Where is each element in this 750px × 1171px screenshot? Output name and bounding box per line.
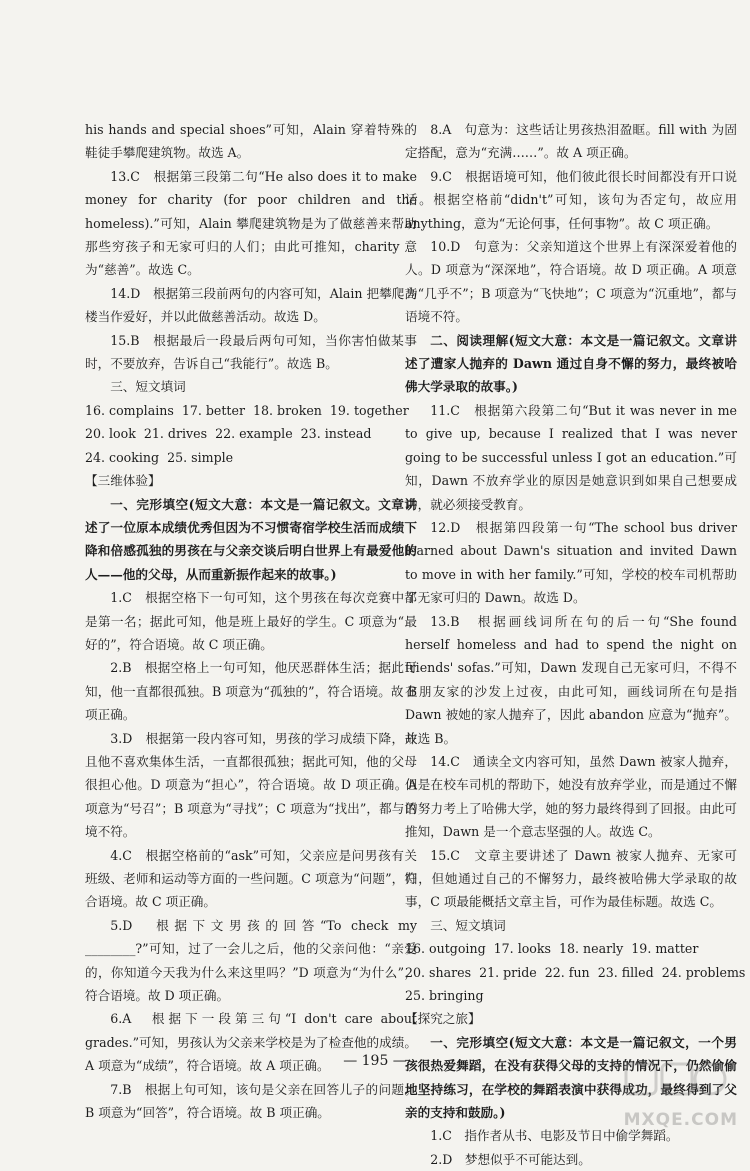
word-answer: 16. complains [85,402,174,418]
word-fill-answers [405,937,746,1007]
word-answer: 16. outgoing [405,941,486,957]
word-answer: 25. simple [167,449,234,465]
section-bracket-title: 【探究之旅】 [405,1011,481,1027]
word-row-1 [85,399,417,422]
word-answer: 19. together [329,402,409,418]
answer-5: 5.D 根据下文男孩的回答“To check my ________?”可知，过了一会儿之后，他的父亲问他：“亲爱的，你知道今天我为什么来这里吗？”D 项意为“为什么”，符合语境。故 D 项正确。 [85,917,417,1004]
word-answer: 25. bringing [405,988,484,1004]
word-answer: 24. cooking [85,449,160,465]
watermark-icon [622,1058,732,1108]
word-answer: 24. problems [661,964,746,980]
answer-8: 8.A 句意为：这些话让男孩热泪盈眶。fill with 为固定搭配，意为“充满……”。故 A 项正确。 [405,122,737,161]
word-answer: 17. better [181,402,245,418]
word-answer: 23. filled [597,964,654,980]
watermark-text: MXQE.COM [623,1110,738,1130]
passage-summary-reading: 二、阅读理解(短文大意：本文是一篇记叙文。文章讲述了遭家人抛弃的 Dawn 通过自身不懈的努力，最终被哈佛大学录取的故事。) [405,332,737,395]
answer-14: 14.D 根据第三段前两句的内容可知，Alain 把攀爬高楼当作爱好，并以此做慈善活动。故选 D。 [85,285,417,325]
answer-7: 7.B 根据上句可知，该句是父亲在回答儿子的问题。B 项意为“回答”，符合语境。故 B 项正确。 [85,1081,417,1121]
word-answer: 21. pride [479,964,537,980]
word-row-1 [405,937,737,960]
word-row-2 [405,961,746,984]
answer-11: 11.C 根据第六段第二句“But it was never in me to give up, because I realized that I was never going to be successful unless I got an education.”可知，Dawn 不放弃学业的原因是她意识到如果自己想要成功，就必须接受教育。 [405,402,737,512]
answer-1-cloze: 1.C 指作者从书、电影及节日中偷学舞蹈。 [430,1128,679,1144]
word-answer: 20. shares [405,964,472,980]
word-row-3 [405,984,737,1007]
word-fill-answers [85,399,417,469]
left-column [85,118,417,1124]
word-answer: 19. matter [631,941,699,957]
answer-2: 2.B 根据空格上一句可知，他厌恶群体生活；据此可知，他一直都很孤独。B 项意为“孤独的”，符合语境。故 B 项正确。 [85,660,417,723]
answer-14-reading: 14.C 通读全文内容可知，虽然 Dawn 被家人抛弃，但是在校车司机的帮助下，她没有放弃学业，而是通过不懈的努力考上了哈佛大学，她的努力最终得到了回报。由此可推知，Dawn 是一个意志坚强的人。故选 C。 [405,753,737,840]
answer-13: 13.C 根据第三段第二句“He also does it to make money for charity (for poor children and the homeless).”可知，Alain 攀爬建筑物是为了做慈善来帮助那些穷孩子和无家可归的人们；由此可推知，charity 意为“慈善”。故选 C。 [85,168,417,278]
answer-4: 4.C 根据空格前的“ask”可知，父亲应是问男孩有关班级、老师和运动等方面的一些问题。C 项意为“问题”，符合语境。故 C 项正确。 [85,847,417,910]
watermark-logo [590,1058,738,1132]
right-column [405,118,746,1171]
word-answer: 22. fun [544,964,590,980]
word-answer: 22. example [215,426,293,442]
word-answer: 18. broken [253,402,322,418]
word-answer: 20. look [85,426,136,442]
word-answer: 23. instead [300,426,372,442]
answer-6: 6.A 根据下一段第三句“I don't care about grades.”可知，男孩认为父亲来学校是为了检查他的成绩。A 项意为“成绩”，符合语境。故 A 项正确。 [85,1011,417,1074]
answer-15-reading: 15.C 文章主要讲述了 Dawn 被家人抛弃、无家可归，但她通过自己的不懈努力，最终被哈佛大学录取的故事，C 项最能概括文章主旨，可作为最佳标题。故选 C。 [405,847,737,910]
passage-summary: 一、完形填空(短文大意：本文是一篇记叙文。文章讲述了一位原本成绩优秀但因为不习惯寄宿学校生活而成绩下降和倍感孤独的男孩在与父亲交谈后明白世界上有最爱他的人——他的父母，从而重新振作起来的故事。) [85,496,417,582]
answer-10: 10.D 句意为：父亲知道这个世界上有深深爱着他的人。D 项意为“深深地”，符合语境。故 D 项正确。A 项意为“几乎不”；B 项意为“飞快地”；C 项意为“沉重地”，都与语境不符。 [405,239,737,325]
answer-15: 15.B 根据最后一段最后两句可知，当你害怕做某事时，不要放弃，告诉自己“我能行”。故选 B。 [85,332,417,372]
answer-3: 3.D 根据第一段内容可知，男孩的学习成绩下降，并且他不喜欢集体生活，一直都很孤独；据此可知，他的父母很担心他。D 项意为“担心”，符合语境。故 D 项正确。A 项意为“号召”；B 项意为“寻找”；C 项意为“找出”，都与语境不符。 [85,730,417,840]
passage-summary-cloze: 一、完形填空(短文大意：本文是一篇记叙文，一个男孩很热爱舞蹈，在没有获得父母的支持的情况下，仍然偷偷地坚持练习，在学校的舞蹈表演中获得成功，最终得到了父亲的支持和鼓励。) [405,1034,737,1121]
answer-12: 12.D 根据第四段第一句“The school bus driver learned about Dawn's situation and invited Dawn to move in with her family.”可知，学校的校车司机帮助了无家可归的 Dawn。故选 D。 [405,519,737,606]
answer-9: 9.C 根据语境可知，他们彼此很长时间都没有开口说话。根据空格前“didn't”可知，该句为否定句，故应用 anything，意为“无论何事，任何事物”。故 C 项正确。 [405,168,737,231]
word-row-3 [85,446,417,469]
page-number: — 195 — [343,1053,407,1069]
section-bracket-title: 【三维体验】 [85,473,161,489]
section-heading-word-fill: 三、短文填词 [110,379,186,395]
section-heading-word-fill: 三、短文填词 [430,917,506,933]
word-row-2 [85,422,417,445]
answer-paragraph: his hands and special shoes”可知，Alain 穿着特殊的鞋徒手攀爬建筑物。故选 A。 [85,122,417,161]
word-answer: 18. nearly [559,941,624,957]
answer-1: 1.C 根据空格下一句可知，这个男孩在每次竞赛中都是第一名；据此可知，他是班上最好的学生。C 项意为“最好的”，符合语境。故 C 项正确。 [85,590,417,652]
answer-2-cloze: 2.D 梦想似乎不可能达到。 [430,1151,591,1167]
word-answer: 21. drives [143,426,208,442]
answer-13-reading: 13.B 根据画线词所在句的后一句“She found herself homeless and had to spend the night on friends' sofas.”可知，Dawn 发现自己无家可归，不得不在朋友家的沙发上过夜，由此可知，画线词所在句是指 Dawn 被她的家人抛弃了，因此 abandon 应意为“抛弃”。故选 B。 [405,613,737,746]
word-answer: 17. looks [493,941,551,957]
